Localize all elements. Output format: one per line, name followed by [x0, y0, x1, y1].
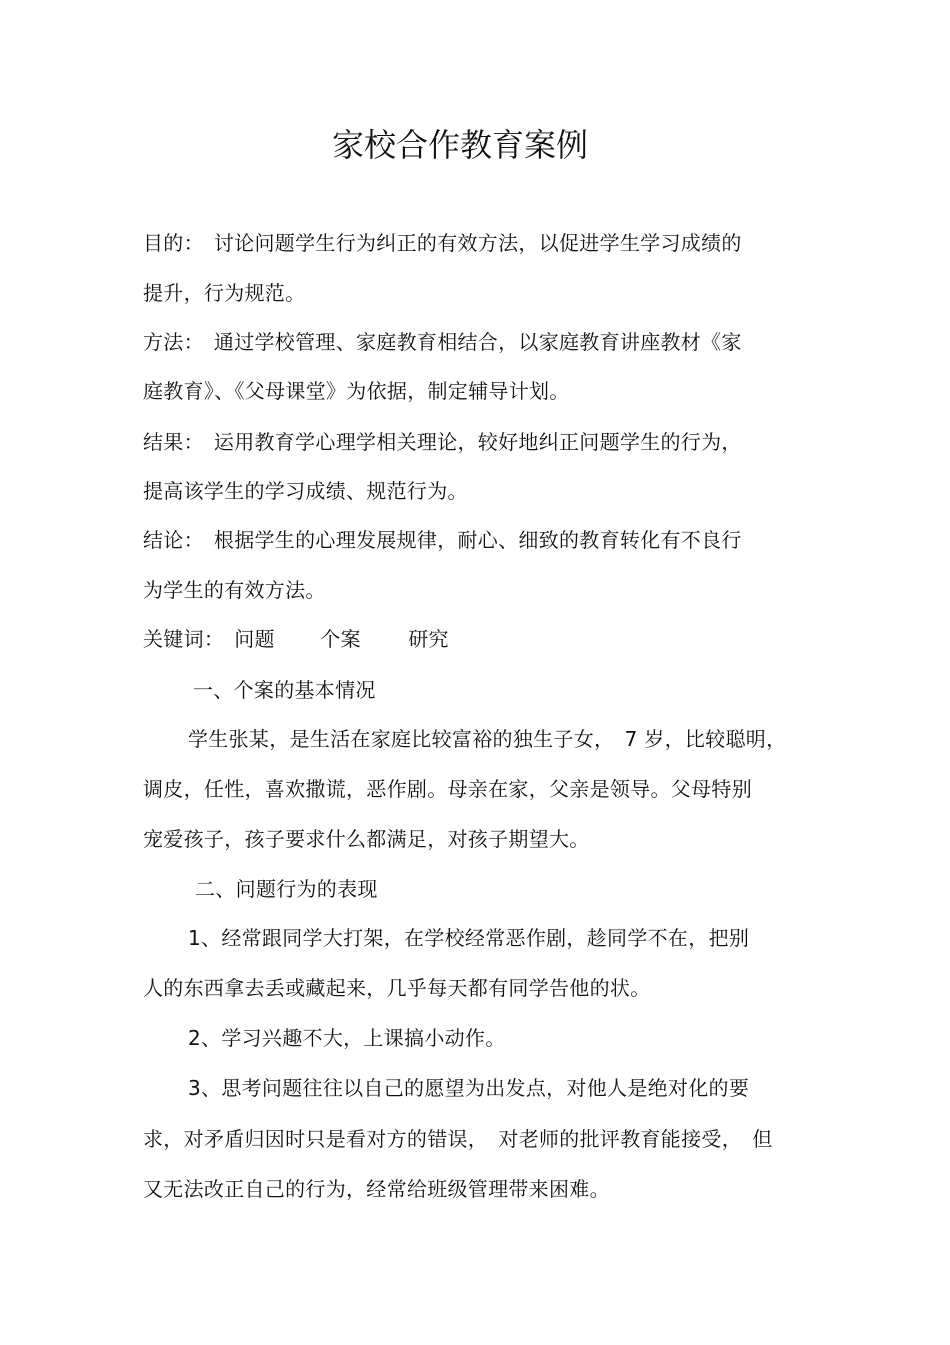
result-line-1: [143, 428, 742, 456]
purpose-text-2: 提升，行为规范。: [143, 281, 306, 305]
method-text-1: 通过学校管理、家庭教育相结合，以家庭教育讲座教材《家: [213, 330, 742, 354]
conclusion-text-1: 根据学生的心理发展规律，耐心、细致的教育转化有不良行: [213, 528, 742, 552]
problem-item-3-line-2: 求，对矛盾归因时只是看对方的错误， 对老师的批评教育能接受， 但: [143, 1127, 773, 1151]
purpose-text-1: 讨论问题学生行为纠正的有效方法，以促进学生学习成绩的: [213, 231, 742, 255]
section-1-paragraph-line-1: 学生张某，是生活在家庭比较富裕的独生子女， 7 岁，比较聪明，: [188, 727, 787, 751]
problem-item-2-line-1: 2、学习兴趣不大，上课搞小动作。: [188, 1026, 506, 1050]
problem-item-3-line-1: 3、思考问题往往以自己的愿望为出发点，对他人是绝对化的要: [188, 1076, 750, 1100]
keywords-label: 关键词：: [143, 627, 225, 651]
keyword-2: 个案: [320, 627, 361, 651]
result-text-1: 运用教育学心理学相关理论，较好地纠正问题学生的行为，: [213, 430, 742, 454]
keyword-3: 研究: [408, 627, 449, 651]
problem-item-1-line-2: 人的东西拿去丢或藏起来，几乎每天都有同学告他的状。: [143, 976, 651, 1000]
document-title: 家校合作教育案例: [331, 126, 588, 164]
problem-item-3-line-3: 又无法改正自己的行为，经常给班级管理带来困难。: [143, 1177, 610, 1201]
result-label: 结果：: [143, 430, 204, 454]
section-1-heading: 一、个案的基本情况: [193, 678, 376, 702]
keywords-line: [143, 625, 449, 653]
problem-item-1-line-1: 1、经常跟同学大打架，在学校经常恶作剧，趁同学不在，把别: [188, 926, 750, 950]
conclusion-line-1: [143, 526, 742, 554]
conclusion-text-2: 为学生的有效方法。: [143, 578, 326, 602]
section-1-paragraph-line-2: 调皮，任性，喜欢撒谎，恶作剧。母亲在家，父亲是领导。父母特别: [143, 777, 752, 801]
section-2-heading: 二、问题行为的表现: [195, 877, 378, 901]
purpose-label: 目的：: [143, 231, 204, 255]
method-text-2: 庭教育》、《父母课堂》为依据，制定辅导计划。: [143, 379, 570, 403]
conclusion-label: 结论：: [143, 528, 204, 552]
result-text-2: 提高该学生的学习成绩、规范行为。: [143, 479, 468, 503]
keyword-1: 问题: [234, 627, 275, 651]
section-1-paragraph-line-3: 宠爱孩子，孩子要求什么都满足，对孩子期望大。: [143, 827, 590, 851]
method-line-1: [143, 328, 742, 356]
purpose-line-1: [143, 229, 742, 257]
method-label: 方法：: [143, 330, 204, 354]
